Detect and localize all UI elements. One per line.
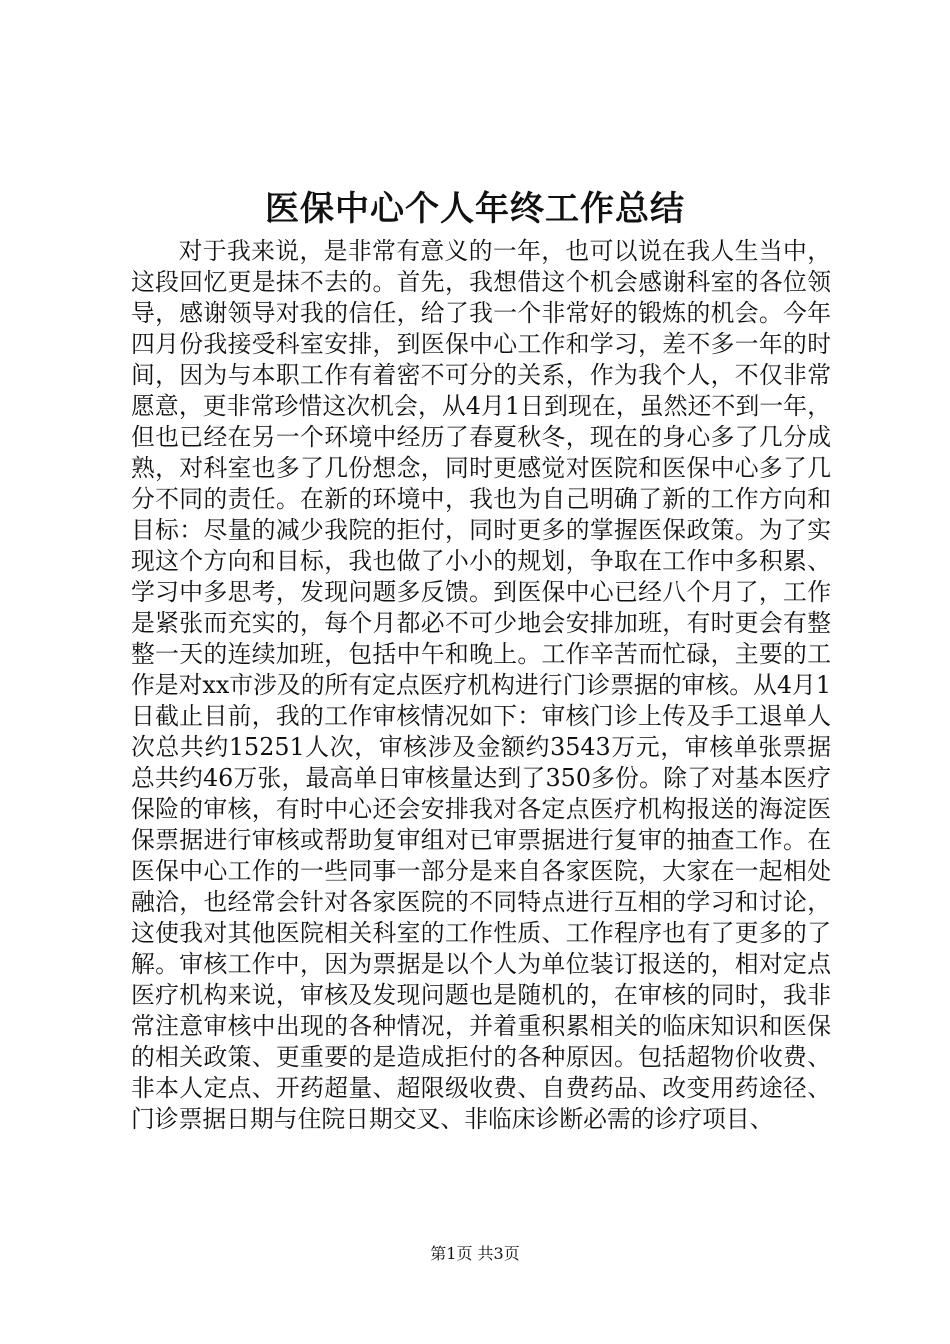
document-title: 医保中心个人年终工作总结 [265,189,685,229]
body-paragraph: 对于我来说，是非常有意义的一年，也可以说在我人生当中，这段回忆更是抹不去的。首先，我想借这个机会感谢科室的各位领导，感谢领导对我的信任，给了我一个非常好的锻炼的机会。今年四月份我接受科室安排，到医保中心工作和学习，差不多一年的时间，因为与本职工作有着密不可分的关系，作为我个人，不仅非常愿意，更非常珍惜这次机会，从4月1日到现在，虽然还不到一年，但也已经在另一个环境中经历了春夏秋冬，现在的身心多了几分成熟，对科室也多了几份想念，同时更感觉对医院和医保中心多了几分不同的责任。在新的环境中，我也为自己明确了新的工作方向和目标：尽量的减少我院的拒付，同时更多的掌握医保政策。为了实现这个方向和目标，我也做了小小的规划，争取在工作中多积累、学习中多思考，发现问题多反馈。到医保中心已经八个月了，工作是紧张而充实的，每个月都必不可少地会安排加班，有时更会有整整一天的连续加班，包括中午和晚上。工作辛苦而忙碌，主要的工作是对xx市涉及的所有定点医疗机构进行门诊票据的审核。从4月1日截止目前，我的工作审核情况如下：审核门诊上传及手工退单人次总共约15251人次，审核涉及金额约3543万元，审核单张票据总共约46万张，最高单日审核量达到了350多份。除了对基本医疗保险的审核，有时中心还会安排我对各定点医疗机构报送的海淀医保票据进行审核或帮助复审组对已审票据进行复审的抽查工作。在医保中心工作的一些同事一部分是来自各家医院，大家在一起相处融洽，也经常会针对各家医院的不同特点进行互相的学习和讨论，这使我对其他医院相关科室的工作性质、工作程序也有了更多的了解。审核工作中，因为票据是以个人为单位装订报送的，相对定点医疗机构来说，审核及发现问题也是随机的，在审核的同时，我非常注意审核中出现的各种情况，并着重积累相关的临床知识和医保的相关政策、更重要的是造成拒付的各种原因。包括超物价收费、非本人定点、开药超量、超限级收费、自费药品、改变用药途径、门诊票据日期与住院日期交叉、非临床诊断必需的诊疗项目、 [131,237,831,1133]
document-body [131,236,831,1135]
page-number: 第1页 共3页 [430,1244,520,1263]
